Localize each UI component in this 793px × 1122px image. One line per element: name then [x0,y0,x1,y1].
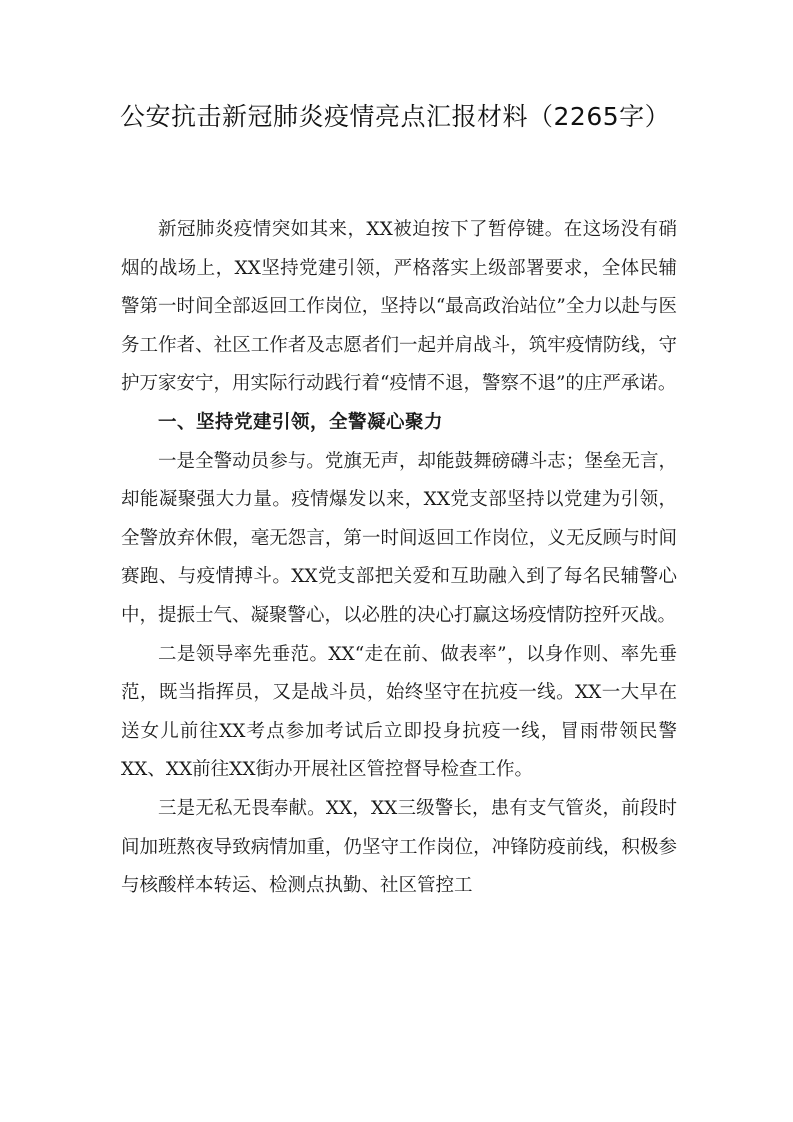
section-heading: 一、坚持党建引领，全警凝心聚力 [158,411,444,433]
body-paragraph: 二是领导率先垂范。XX“走在前、做表率”，以身作则、率先垂范，既当指挥员，又是战斗员，始终坚守在抗疫一线。XX一大早在送女儿前往XX考点参加考试后立即投身抗疫一线，冒雨带领民警XX、XX前往XX街办开展社区管控督导检查工作。 [121,643,677,781]
body-paragraph: 三是无私无畏奉献。XX，XX三级警长，患有支气管炎，前段时间加班熬夜导致病情加重，仍坚守工作岗位，冲锋防疫前线，积极参与核酸样本转运、检测点执勤、社区管控工 [121,797,677,897]
intro-paragraph: 新冠肺炎疫情突如其来，XX被迫按下了暂停键。在这场没有硝烟的战场上，XX坚持党建引领，严格落实上级部署要求，全体民辅警第一时间全部返回工作岗位，坚持以“最高政治站位”全力以赴与医务工作者、社区工作者及志愿者们一起并肩战斗，筑牢疫情防线，守护万家安宁，用实际行动践行着“疫情不退，警察不退”的庄严承诺。 [121,219,677,395]
document-body [121,211,677,906]
document-title: 公安抗击新冠肺炎疫情亮点汇报材料（2265字） [120,102,671,131]
body-paragraph: 一是全警动员参与。党旗无声，却能鼓舞磅礴斗志；堡垒无言，却能凝聚强大力量。疫情爆发以来，XX党支部坚持以党建为引领，全警放弃休假，毫无怨言，第一时间返回工作岗位，义无反顾与时间赛跑、与疫情搏斗。XX党支部把关爱和互助融入到了每名民辅警心中，提振士气、凝聚警心，以必胜的决心打赢这场疫情防控歼灭战。 [121,450,677,626]
